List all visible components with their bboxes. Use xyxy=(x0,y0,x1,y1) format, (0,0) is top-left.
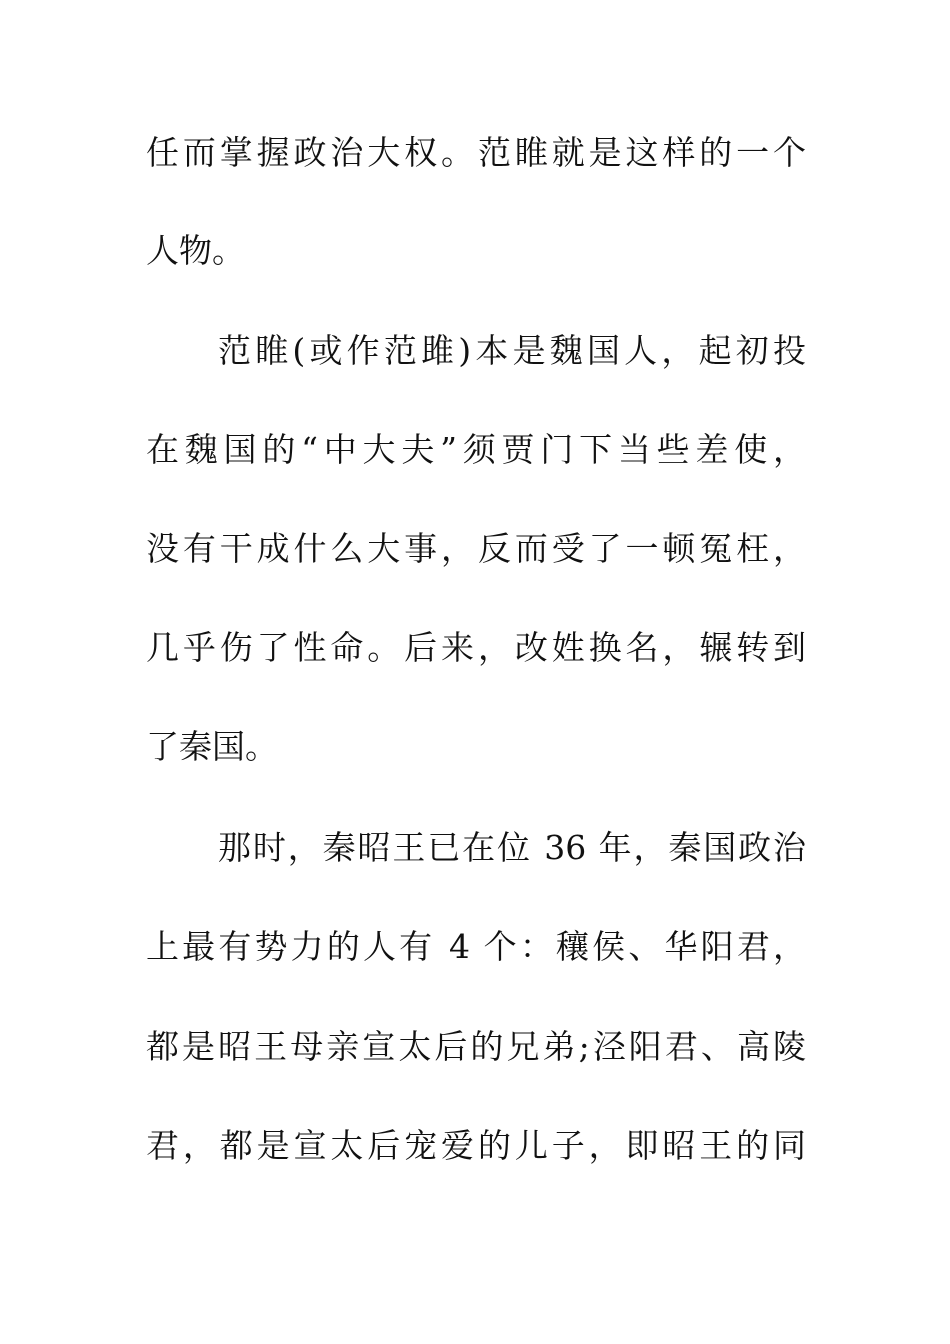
text-line-6: 几乎伤了性命。后来，改姓换名，辗转到 xyxy=(146,628,806,667)
text-line-7: 了秦国。 xyxy=(146,727,278,766)
text-line-10: 都是昭王母亲宣太后的兄弟;泾阳君、高陵 xyxy=(146,1027,806,1066)
text-line-4: 在魏国的“中大夫”须贾门下当些差使， xyxy=(146,430,806,469)
text-line-1: 任而掌握政治大权。范睢就是这样的一个 xyxy=(146,133,806,172)
text-line-2: 人物。 xyxy=(146,231,245,270)
text-line-5: 没有干成什么大事，反而受了一顿冤枉， xyxy=(146,529,806,568)
text-line-9: 上最有势力的人有 4 个：穰侯、华阳君， xyxy=(146,927,806,966)
text-line-3: 范睢(或作范雎)本是魏国人，起初投 xyxy=(218,331,806,370)
text-line-8: 那时，秦昭王已在位 36 年，秦国政治 xyxy=(218,828,806,867)
text-line-11: 君，都是宣太后宠爱的儿子，即昭王的同 xyxy=(146,1126,806,1165)
